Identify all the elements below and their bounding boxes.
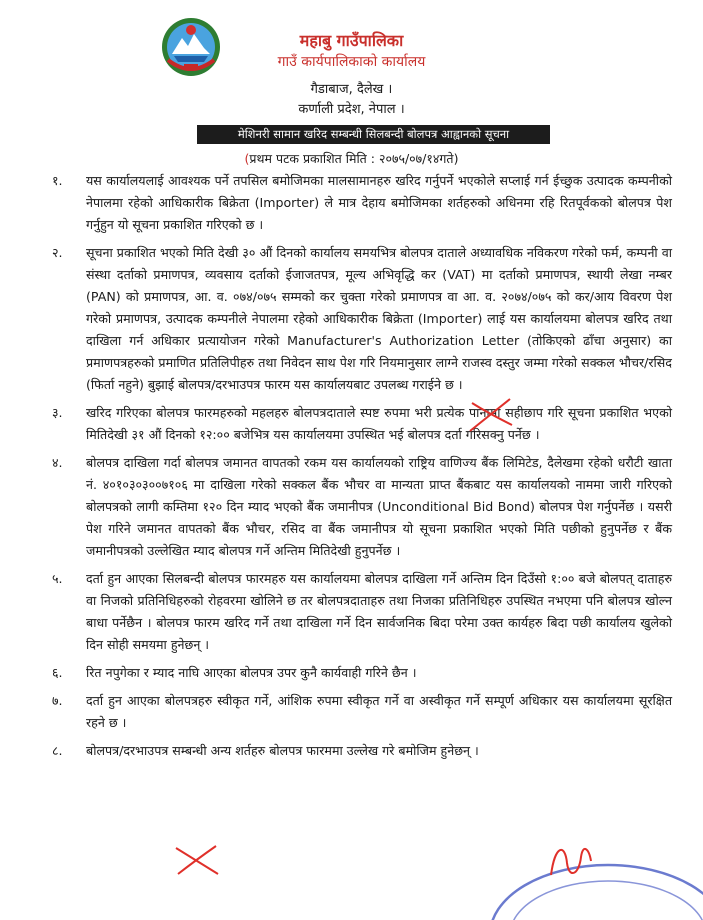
pub-date-text: प्रथम पटक प्रकाशित मिति : २०७५/०७/१४गते bbox=[249, 151, 454, 166]
clause-item bbox=[52, 690, 672, 734]
sub-office-name: गाउँ कार्यपालिकाको कार्यालय bbox=[277, 54, 426, 70]
pub-date-open: ( bbox=[244, 151, 250, 166]
address-line-2: कर्णाली प्रदेश, नेपाल । bbox=[298, 102, 405, 117]
office-name: महाबु गाउँपालिका bbox=[299, 31, 404, 50]
clause-text: बोलपत्र/दरभाउपत्र सम्बन्धी अन्य शर्तहरु बोलपत्र फारममा उल्लेख गरे बमोजिम हुनेछन् । bbox=[86, 743, 479, 758]
handwritten-strike-mark bbox=[466, 395, 516, 435]
clause-text: रित नपुगेका र म्याद नाघि आएका बोलपत्र उपर कुनै कार्यवाही गरिने छैन । bbox=[86, 665, 417, 680]
clause-number: ४. bbox=[52, 455, 63, 470]
clause-text: यस कार्यालयलाई आवश्यक पर्ने तपसिल बमोजिमका मालसामानहरु खरिद गर्नुपर्ने भएकोले सप्लाई गर्न ईच्छुक उत्पादक कम्पनीको नेपालमा रहेको आधिकारीक बिक्रेता (Importer) ले मात्र देहाय बमोजिमका शर्तहरुको अधिनमा रहि रितपूर्वकको बोलपत्र पेश गर्नुहुन यो सूचना प्रकाशित गरिएको छ । bbox=[86, 173, 672, 232]
clause-number: ३. bbox=[52, 405, 63, 420]
clause-list bbox=[52, 170, 672, 768]
clause-item bbox=[52, 662, 672, 684]
handwritten-strike-mark bbox=[172, 840, 222, 880]
notice-title: मेशिनरी सामान खरिद सम्बन्धी सिलबन्दी बोलपत्र आह्वानको सूचना bbox=[197, 125, 550, 144]
pub-date-close: ) bbox=[453, 151, 459, 166]
clause-text: दर्ता हुन आएका बोलपत्रहरु स्वीकृत गर्ने, आंशिक रुपमा स्वीकृत गर्ने वा अस्वीकृत गर्ने सम्पूर्ण अधिकार यस कार्यालयमा सूरक्षित रहने छ । bbox=[86, 693, 672, 730]
clause-number: १. bbox=[52, 173, 63, 188]
clause-item bbox=[52, 740, 672, 762]
clause-item bbox=[52, 242, 672, 396]
signature bbox=[545, 835, 595, 885]
clause-item bbox=[52, 452, 672, 562]
clause-item bbox=[52, 170, 672, 236]
clause-number: ७. bbox=[52, 693, 63, 708]
clause-text: खरिद गरिएका बोलपत्र फारमहरुको महलहरु बोलपत्रदाताले स्पष्ट रुपमा भरी प्रत्येक पानामा सहीछाप गरि सूचना प्रकाशित भएको मितिदेखी ३१ औं दिनको १२:०० बजेभित्र यस कार्यालयमा उपस्थित भई बोलपत्र दर्ता गरिसक्नु पर्नेछ । bbox=[86, 405, 672, 442]
clause-number: ८. bbox=[52, 743, 63, 758]
clause-text: दर्ता हुन आएका सिलबन्दी बोलपत्र फारमहरु यस कार्यालयमा बोलपत्र दाखिला गर्ने अन्तिम दिन दिउँसो १:०० बजे बोलपत् दाताहरु वा निजको प्रतिनिधिहरुको रोहवरमा खोलिने छ तर बोलपत्रदाताहरु तथा निजका प्रतिनिधिहरु उपस्थित नभएमा पनि बोलपत्र खोल्न बाधा पर्नेछैन । बोलपत्र फारम खरिद गर्ने तथा दाखिला गर्ने दिन सार्वजनिक बिदा परेमा उक्त कार्यहरु बिदा पछी कार्यालय खुलेको दिन सोही समयमा हुनेछन् । bbox=[86, 571, 672, 652]
clause-text: सूचना प्रकाशित भएको मिति देखी ३० औं दिनको कार्यालय समयभित्र बोलपत्र दाताले अध्यावधिक नविकरण गरेको फर्म, कम्पनी वा संस्था दर्ताको प्रमाणपत्र, व्यवसाय दर्ताको ईजाजतपत्र, मूल्य अभिवृद्धि कर (VAT) मा दर्ताको प्रमाणपत्र, स्थायी लेखा नम्बर (PAN) को प्रमाणपत्र, आ. व. ०७४/०७५ सम्मको कर चुक्ता गरेको प्रमाणपत्र वा आ. व. २०७४/०७५ को कर/आय विवरण पेश गरेको प्रमाणपत्र, उत्पादक कम्पनीले नेपालमा रहेको आधिकारीक बिक्रेता (Importer) लाई यस कार्यालयमा बोलपत्र खरिद तथा दाखिला गर्न अधिकार प्रत्यायोजन गरेको Manufacturer's Authorization Letter (तोकिएको ढाँचा अनुसार) का प्रमाणपत्रहरुको प्रमाणित प्रतिलिपीहरु तथा निवेदन साथ पेश गरि नियमानुसार लाग्ने राजस्व दस्तुर जम्मा गरेको सक्कल भौचर/रसिद (फिर्ता नहुने) बुझाई बोलपत्र/दरभाउपत्र फारम यस कार्यालयबाट उपलब्ध गराईने छ । bbox=[86, 245, 672, 392]
publication-date bbox=[0, 150, 703, 167]
clause-text: बोलपत्र दाखिला गर्दा बोलपत्र जमानत वापतको रकम यस कार्यालयको राष्ट्रिय वाणिज्य बैंक लिमिटेड, दैलेखमा रहेको धरौटी खाता नं. ४०१०३०३००७१०६ मा दाखिला गरेको सक्कल बैंक भौचर वा मान्यता प्राप्त बैंकबाट यस कार्यालयको नाममा जारी गरिएको बोलपत्रको लागी कम्तिमा १२० दिन म्याद भएको बैंक जमानीपत्र (Unconditional Bid Bond) बोलपत्र पेश गर्नुपर्नेछ । यसरी पेश गरिने जमानत वापतको बैंक भौचर, रसिद वा बैंक जमानीपत्र यो सूचना प्रकाशित भएको मिति पछीको हुनुपर्नेछ र बैंक जमानीपत्रको उल्लेखित म्याद बोलपत्र गर्ने अन्तिम मितिदेखी हुनुपर्नेछ । bbox=[86, 455, 672, 558]
clause-number: ६. bbox=[52, 665, 63, 680]
clause-item bbox=[52, 568, 672, 656]
clause-number: २. bbox=[52, 245, 63, 260]
clause-item bbox=[52, 402, 672, 446]
clause-number: ५. bbox=[52, 571, 63, 586]
address-line-1: गैडाबाज, दैलेख । bbox=[310, 82, 393, 97]
